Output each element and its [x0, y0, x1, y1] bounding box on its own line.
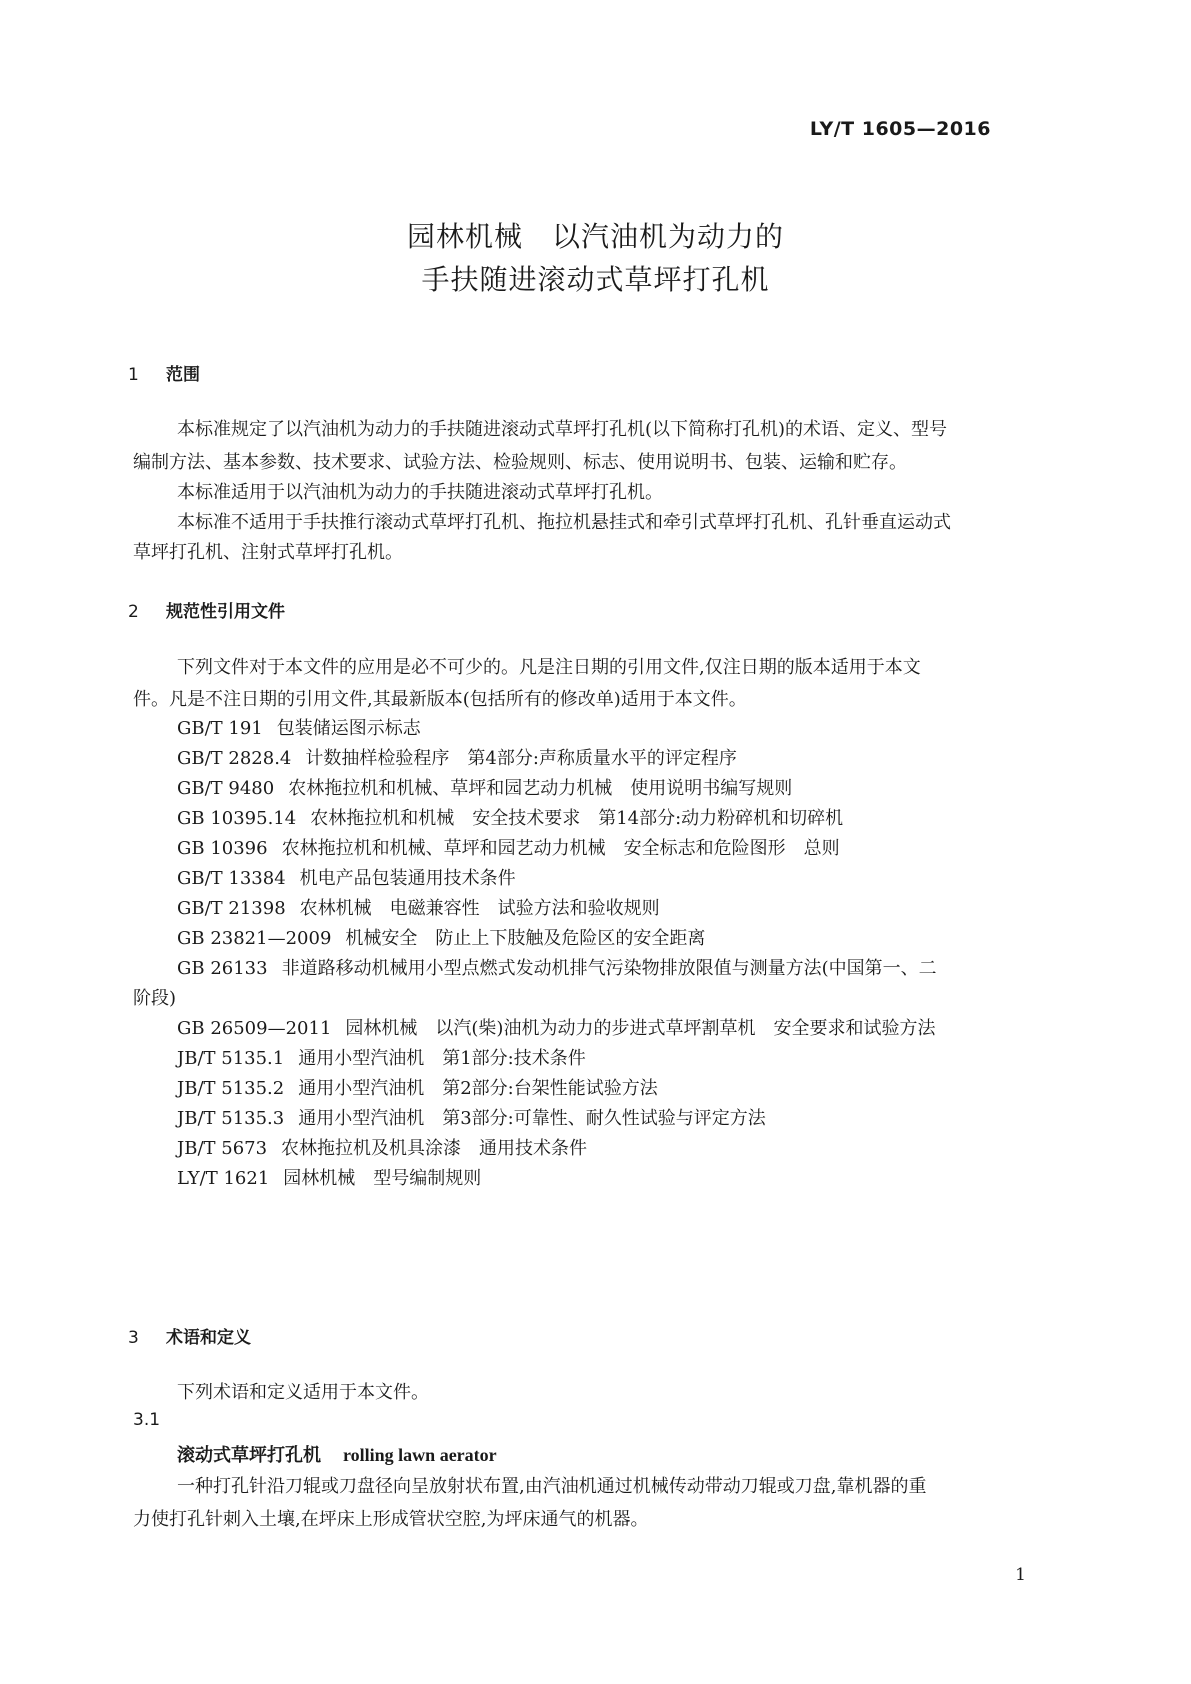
reference-item	[177, 864, 516, 890]
reference-code: GB/T 2828.4	[177, 748, 292, 769]
reference-code: GB 10396	[177, 838, 268, 859]
reference-code: GB/T 191	[177, 718, 263, 739]
paragraph-line: 件。凡是不注日期的引用文件,其最新版本(包括所有的修改单)适用于本文件。	[133, 689, 747, 710]
reference-title: 农林拖拉机和机械 安全技术要求 第14部分:动力粉碎机和切碎机	[310, 808, 844, 829]
paragraph-line: 力使打孔针刺入土壤,在坪床上形成管状空腔,为坪床通气的机器。	[133, 1509, 649, 1530]
reference-code: GB/T 21398	[177, 898, 286, 919]
paragraph-line: 一种打孔针沿刀辊或刀盘径向呈放射状布置,由汽油机通过机械传动带动刀辊或刀盘,靠机器的重	[177, 1476, 927, 1497]
reference-code: JB/T 5673	[177, 1138, 268, 1159]
document-title-line-2: 手扶随进滚动式草坪打孔机	[421, 263, 770, 296]
reference-title: 通用小型汽油机 第3部分:可靠性、耐久性试验与评定方法	[298, 1108, 766, 1129]
section-number: 1	[128, 365, 139, 385]
reference-code: GB/T 13384	[177, 868, 286, 889]
document-title-line-1: 园林机械 以汽油机为动力的	[406, 220, 784, 253]
reference-title: 阶段)	[133, 988, 177, 1009]
reference-title: 机械安全 防止上下肢触及危险区的安全距离	[345, 928, 706, 949]
reference-code: GB 26509—2011	[177, 1018, 332, 1039]
reference-item	[177, 1104, 766, 1130]
reference-title: 园林机械 型号编制规则	[283, 1168, 482, 1189]
paragraph-line: 本标准不适用于手扶推行滚动式草坪打孔机、拖拉机悬挂式和牵引式草坪打孔机、孔针垂直运动式	[177, 512, 951, 533]
paragraph-line: 下列文件对于本文件的应用是必不可少的。凡是注日期的引用文件,仅注日期的版本适用于本文	[177, 657, 921, 678]
reference-code: JB/T 5135.3	[177, 1108, 285, 1129]
reference-code: LY/T 1621	[177, 1168, 270, 1189]
reference-title: 计数抽样检验程序 第4部分:声称质量水平的评定程序	[305, 748, 737, 769]
paragraph-line: 本标准规定了以汽油机为动力的手扶随进滚动式草坪打孔机(以下简称打孔机)的术语、定义、型号	[177, 419, 948, 440]
reference-item	[177, 1164, 481, 1190]
reference-item-continuation	[133, 984, 176, 1010]
section-3-heading	[128, 1323, 251, 1348]
term-chinese: 滚动式草坪打孔机	[177, 1445, 321, 1466]
reference-item	[177, 954, 937, 980]
reference-title: 农林机械 电磁兼容性 试验方法和验收规则	[299, 898, 660, 919]
reference-code: GB/T 9480	[177, 778, 275, 799]
section-title: 规范性引用文件	[166, 602, 285, 622]
page-number: 1	[1015, 1565, 1026, 1585]
reference-item	[177, 834, 840, 860]
reference-item	[177, 1074, 658, 1100]
term-english: rolling lawn aerator	[343, 1445, 497, 1465]
section-2-heading	[128, 597, 285, 622]
section-title: 范围	[166, 365, 200, 385]
reference-code: GB 10395.14	[177, 808, 297, 829]
reference-title: 机电产品包装通用技术条件	[299, 868, 516, 889]
reference-title: 非道路移动机械用小型点燃式发动机排气污染物排放限值与测量方法(中国第一、二	[281, 958, 937, 979]
reference-item	[177, 1014, 935, 1040]
section-1-heading	[128, 360, 200, 385]
standard-code: LY/T 1605—2016	[809, 118, 991, 140]
reference-code: JB/T 5135.1	[177, 1048, 285, 1069]
section-title: 术语和定义	[166, 1328, 251, 1348]
reference-item	[177, 894, 660, 920]
section-number: 3	[128, 1328, 139, 1348]
reference-item	[177, 714, 421, 740]
paragraph-line: 编制方法、基本参数、技术要求、试验方法、检验规则、标志、使用说明书、包装、运输和贮存。	[133, 452, 907, 473]
paragraph-line: 本标准适用于以汽油机为动力的手扶随进滚动式草坪打孔机。	[177, 482, 663, 503]
reference-title: 农林拖拉机和机械、草坪和园艺动力机械 使用说明书编写规则	[288, 778, 793, 799]
reference-title: 农林拖拉机和机械、草坪和园艺动力机械 安全标志和危险图形 总则	[281, 838, 840, 859]
reference-code: GB 26133	[177, 958, 268, 979]
section-number: 2	[128, 602, 139, 622]
reference-code: JB/T 5135.2	[177, 1078, 285, 1099]
reference-title: 通用小型汽油机 第2部分:台架性能试验方法	[298, 1078, 658, 1099]
paragraph-line: 草坪打孔机、注射式草坪打孔机。	[133, 542, 403, 563]
reference-title: 通用小型汽油机 第1部分:技术条件	[298, 1048, 586, 1069]
reference-item	[177, 804, 843, 830]
reference-title: 包装储运图示标志	[276, 718, 421, 739]
reference-item	[177, 1044, 586, 1070]
reference-item	[177, 1134, 587, 1160]
reference-item	[177, 924, 705, 950]
reference-code: GB 23821—2009	[177, 928, 332, 949]
reference-title: 农林拖拉机及机具涂漆 通用技术条件	[281, 1138, 588, 1159]
term-entry	[177, 1441, 497, 1467]
reference-item	[177, 744, 737, 770]
reference-item	[177, 774, 792, 800]
term-number: 3.1	[133, 1410, 161, 1430]
reference-title: 园林机械 以汽(柴)油机为动力的步进式草坪割草机 安全要求和试验方法	[345, 1018, 936, 1039]
paragraph-line: 下列术语和定义适用于本文件。	[177, 1382, 429, 1403]
